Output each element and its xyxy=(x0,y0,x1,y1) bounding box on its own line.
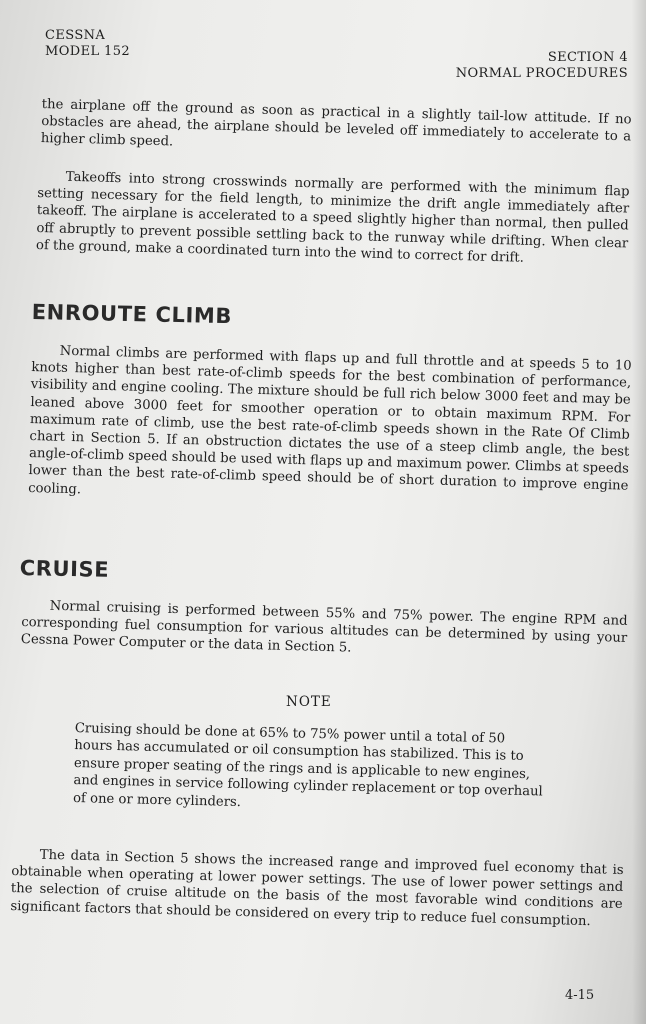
heading-enroute-climb: ENROUTE CLIMB xyxy=(31,300,233,329)
note-text: Cruising should be done at 65% to 75% power until a total of 50 hours has accumulated or oil consumption has stabilized. This is to ensure proper seating of the rings and is applicable to new engines, and engines in service following cylinder replacement or top overhaul of one or more cylinders. xyxy=(72,720,543,810)
header-left xyxy=(45,28,130,60)
note-title: NOTE xyxy=(286,694,332,710)
header-manufacturer: CESSNA xyxy=(45,28,106,43)
heading-cruise: CRUISE xyxy=(19,556,110,582)
paragraph-enroute-climb: Normal climbs are performed with flaps up and full throttle and at speeds 5 to 10 knots higher than best rate-of-climb speeds for the best combination of performance, visibility and engine cooling. The mixture should be full rich below 3000 feet and may be leaned above 3000 feet for smoother operation or to obtain maximum RPM. For maximum rate of climb, use the best rate-of-climb speeds shown in the Rate Of Climb chart in Section 5. If an obstruction dictates the use of a steep climb angle, the best angle-of-climb speed should be used with flaps up and maximum power. Climbs at speeds lower than the best rate-of-climb speed should be of short duration to improve engine cooling. xyxy=(27,343,632,497)
header-section: SECTION 4 xyxy=(547,50,628,65)
page-edge-shadow xyxy=(632,0,646,1024)
paragraph-fuel-economy: The data in Section 5 shows the increased range and improved fuel economy that is obtainable when operating at lower power settings. The use of lower power settings and the selection of cruise altitude on the basis of the most favorable wind conditions are significant factors that should be considered on every trip to reduce fuel consumption. xyxy=(10,847,624,929)
header-section-title: NORMAL PROCEDURES xyxy=(455,66,628,81)
header-model: MODEL 152 xyxy=(45,44,131,59)
paragraph-cruise: Normal cruising is performed between 55% and 75% power. The engine RPM and corresponding fuel consumption for various altitudes can be determined by using your Cessna Power Computer or the data in Section 5. xyxy=(20,598,628,657)
paragraph-crosswind-takeoff: Takeoffs into strong crosswinds normally are performed with the minimum flap setting necessary for the field length, to minimize the drift angle immediately after takeoff. The airplane is accelerated to a speed slightly higher than normal, then pulled off abruptly to prevent possible settling back to the runway while drifting. When clear of the ground, make a coordinated turn into the wind to correct for drift. xyxy=(35,169,630,266)
header-right xyxy=(456,50,628,82)
paragraph-takeoff-continued: the airplane off the ground as soon as practical in a slightly tail-low attitude. If no obstacles are ahead, the airplane should be leveled off immediately to accelerate to a higher climb speed. xyxy=(40,96,632,150)
page-number: 4-15 xyxy=(565,988,595,1003)
